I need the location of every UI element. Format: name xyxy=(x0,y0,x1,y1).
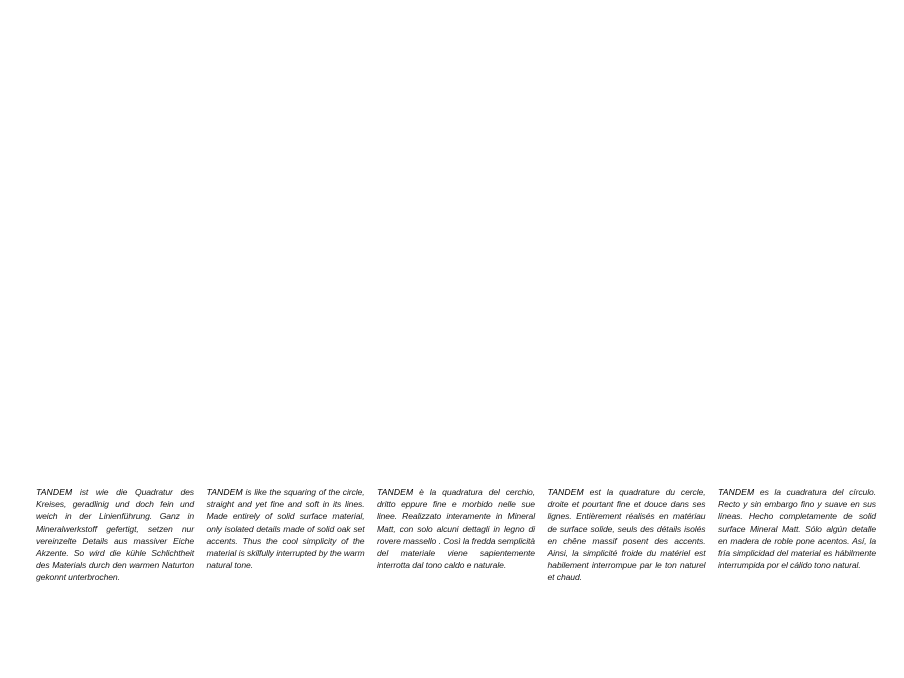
description-text: è la quadratura del cerchio, dritto eppure fine e morbido nelle sue linee. Realizzato interamente in Mineral Matt, con solo alcuni dettagli in legno di rovere massello . Così la fredda semplicità del materiale viene sapientemente interrotta dal tono caldo e naturale. xyxy=(377,487,535,571)
description-en xyxy=(207,486,365,584)
brand-name: TANDEM xyxy=(547,487,584,497)
brand-name: TANDEM xyxy=(206,487,243,497)
multilingual-description xyxy=(36,486,876,584)
brand-name: TANDEM xyxy=(36,487,73,497)
description-fr xyxy=(548,486,706,584)
description-it xyxy=(377,486,535,584)
description-text: is like the squaring of the circle, straight and yet fine and soft in its lines. Made entirely of solid surface material, only isolated details made of solid oak set accents. Thus the cool simplicity of the material is skilfully interrupted by the warm natural tone. xyxy=(206,487,365,571)
description-es xyxy=(718,486,876,584)
description-text: est la quadrature du cercle, droite et pourtant fine et douce dans ses lignes. Entièrement réalisés en matériau de surface solide, seuls des détails isolés en chêne massif posent des accents. Ainsi, la simplicité froide du matériel est habilement interrompue par le ton naturel et chaud. xyxy=(547,487,706,583)
description-text: es la cuadratura del círculo. Recto y sin embargo fino y suave en sus líneas. Hecho completamente de solid surface Mineral Matt. Sólo algún detalle en madera de roble pone acentos. Así, la fría simplicidad del material es hábilmente interrumpida por el cálido tono natural. xyxy=(718,487,876,571)
brand-name: TANDEM xyxy=(718,487,755,497)
description-text: ist wie die Quadratur des Kreises, geradlinig und doch fein und weich in der Linienführung. Ganz in Mineralwerkstoff gefertigt, setzen nur vereinzelte Details aus massiver Eiche Akzente. So wird die kühle Schlichtheit des Materials durch den warmen Naturton gekonnt unterbrochen. xyxy=(36,487,194,583)
brand-name: TANDEM xyxy=(377,487,414,497)
description-de xyxy=(36,486,194,584)
